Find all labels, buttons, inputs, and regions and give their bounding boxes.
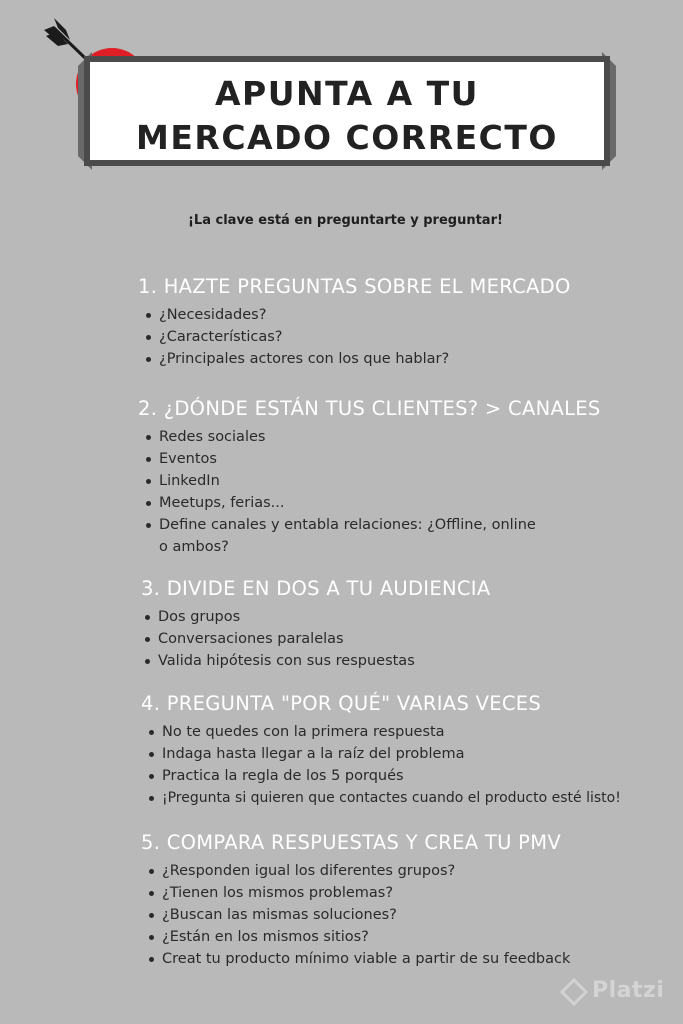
- platzi-logo-icon: [560, 978, 588, 1008]
- section-ask-why: [0, 691, 683, 809]
- list-item: Indaga hasta llegar a la raíz del problema: [162, 743, 683, 765]
- list-item: Valida hipótesis con sus respuestas: [158, 650, 683, 672]
- list-item: ¿Necesidades?: [159, 304, 683, 326]
- subtitle: ¡La clave está en preguntarte y preguntar!: [188, 213, 503, 228]
- section-heading: 1. HAZTE PREGUNTAS SOBRE EL MERCADO: [138, 275, 571, 298]
- list-item: Creat tu producto mínimo viable a partir de su feedback: [162, 948, 683, 970]
- section-heading: 5. COMPARA RESPUESTAS Y CREA TU PMV: [141, 831, 561, 854]
- list-item: ¿Tienen los mismos problemas?: [162, 882, 683, 904]
- list-item: Practica la regla de los 5 porqués: [162, 765, 683, 787]
- section-compare: [0, 830, 683, 970]
- list-item: Meetups, ferias...: [159, 492, 683, 514]
- bullet-list: [0, 606, 683, 672]
- section-heading: 4. PREGUNTA "POR QUÉ" VARIAS VECES: [141, 692, 542, 715]
- watermark: Platzi: [592, 978, 665, 1003]
- title-line-2: MERCADO CORRECTO: [136, 118, 558, 157]
- bullet-list: [0, 426, 683, 558]
- section-heading: 3. DIVIDE EN DOS A TU AUDIENCIA: [141, 577, 491, 600]
- list-item: ¿Características?: [159, 326, 683, 348]
- section-market-questions: [0, 274, 683, 370]
- title-line-1: APUNTA A TU: [215, 74, 479, 113]
- list-item: ¡Pregunta si quieren que contactes cuando el producto esté listo!: [162, 787, 683, 809]
- list-item: No te quedes con la primera respuesta: [162, 721, 683, 743]
- list-item: ¿Buscan las mismas soluciones?: [162, 904, 683, 926]
- list-item: Define canales y entabla relaciones: ¿Offline, online o ambos?: [159, 514, 549, 558]
- list-item: ¿Responden igual los diferentes grupos?: [162, 860, 683, 882]
- list-item: ¿Principales actores con los que hablar?: [159, 348, 683, 370]
- list-item: Eventos: [159, 448, 683, 470]
- list-item: LinkedIn: [159, 470, 683, 492]
- bullet-list: [0, 721, 683, 809]
- section-channels: [0, 396, 683, 558]
- list-item: ¿Están en los mismos sitios?: [162, 926, 683, 948]
- section-heading: 2. ¿DÓNDE ESTÁN TUS CLIENTES? > CANALES: [138, 397, 601, 420]
- title-banner: [78, 52, 616, 170]
- bullet-list: [0, 860, 683, 970]
- bullet-list: [0, 304, 683, 370]
- list-item: Conversaciones paralelas: [158, 628, 683, 650]
- list-item: Redes sociales: [159, 426, 683, 448]
- page-title: [78, 72, 616, 160]
- list-item: Dos grupos: [158, 606, 683, 628]
- section-audience: [0, 576, 683, 672]
